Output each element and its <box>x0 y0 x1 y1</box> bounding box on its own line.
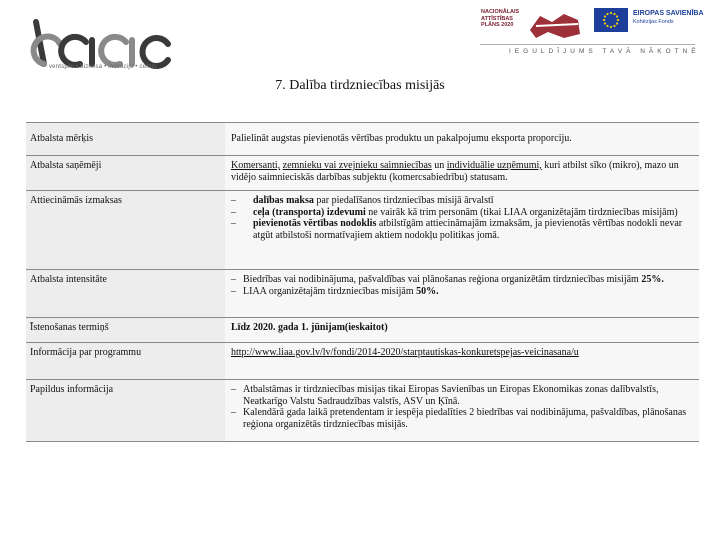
table-row-program-info <box>26 343 699 380</box>
row-label: Attiecināmās izmaksas <box>26 191 225 270</box>
header-divider <box>480 44 695 45</box>
list-item <box>231 207 695 219</box>
eligible-costs-list <box>231 195 695 241</box>
row-value: Palielināt augstas pievienotās vērtības produktu un pakalpojumu eksporta proporciju. <box>225 123 699 156</box>
cost-description: par piedalīšanos tirdzniecības misijā ārvalstī <box>316 195 494 206</box>
row-label: Papildus informācija <box>26 380 225 442</box>
row-label: Atbalsta mērķis <box>26 123 225 156</box>
recipient-term: individuālie uzņēmumi, <box>446 160 542 171</box>
list-item <box>231 274 695 286</box>
list-item <box>231 218 695 241</box>
nap-logo-text: NACIONĀLAIS ATTĪSTĪBAS PLĀNS 2020 <box>481 9 520 29</box>
eu-label-line2: Kohēzijas Fonds <box>633 19 674 25</box>
cost-term: ceļa (transporta) izdevumi <box>253 206 366 218</box>
row-label: Atbalsta saņēmēji <box>26 156 225 191</box>
cost-description: ne vairāk kā trim personām (tikai LIAA organizētajām tirdzniecības misijām) <box>368 206 678 218</box>
recipient-term: zemnieku vai zvejnieku saimniecības <box>282 160 432 171</box>
row-label: Īstenošanas termiņš <box>26 318 225 343</box>
intensity-description: LIAA organizētajām tirdzniecības misijām <box>243 285 414 297</box>
connector-text: un <box>434 160 445 171</box>
list-item <box>231 195 695 207</box>
additional-info-list <box>231 384 695 430</box>
row-value: Līdz 2020. gada 1. jūnijam(ieskaitot) <box>225 318 699 343</box>
list-item <box>231 286 695 298</box>
cost-term: dalības maksa <box>253 195 314 206</box>
logo-tagline: ventspils • biznesa • inovāciju • centrs <box>48 64 157 70</box>
eu-label <box>633 10 704 25</box>
intensity-value: 50%. <box>416 285 439 297</box>
row-value <box>225 191 699 270</box>
row-label: Informācija par programmu <box>26 343 225 380</box>
row-value <box>225 343 699 380</box>
table-row-purpose <box>26 123 699 156</box>
table-row-additional-info <box>26 380 699 442</box>
recipient-description: kuri atbilst sīko (mikro), mazo un vidējo saimnieciskās darbības subjektu (komercsabiedrību) statusam. <box>231 160 679 183</box>
row-label: Atbalsta intensitāte <box>26 270 225 318</box>
table-row-recipients <box>26 156 699 191</box>
eu-flag-icon <box>594 8 628 32</box>
header-motto: IEGULDĪJUMS TAVĀ NĀKOTNĒ <box>509 48 700 55</box>
cost-term: pievienotās vērtības nodoklis <box>253 218 377 229</box>
table-row-intensity <box>26 270 699 318</box>
intensity-description: Biedrības vai nodibinājuma, pašvaldības vai plānošanas reģiona organizētām tirdzniecības misijām <box>243 274 639 285</box>
recipient-term: Komersanti, <box>231 160 281 171</box>
program-info-link[interactable]: http://www.liaa.gov.lv/lv/fondi/2014-2020/starptautiskas-konkuretspejas-veicinasana/u <box>231 347 579 358</box>
list-item: – Atbalstāmas ir tirdzniecības misijas tikai Eiropas Savienības un Eiropas Ekonomikas zonas dalībvalstīs, Neatkarīgo Valstu Sadraudzības valstīs, ASV un Ķīnā. <box>231 384 695 407</box>
eu-label-line1: EIROPAS SAVIENĪBA <box>633 10 704 17</box>
intensity-value: 25%. <box>641 274 664 285</box>
page-title: 7. Dalība tirdzniecības misijās <box>275 78 445 93</box>
row-value <box>225 156 699 191</box>
intensity-list <box>231 274 695 297</box>
list-item: – Kalendārā gada laikā pretendentam ir iespēja piedalīties 2 biedrības vai nodibinājuma, pašvaldības, plānošanas reģiona organizētās tirdzniecības misijās. <box>231 407 695 430</box>
row-value <box>225 380 699 442</box>
program-info-table <box>26 122 699 442</box>
table-row-deadline <box>26 318 699 343</box>
row-value <box>225 270 699 318</box>
table-row-eligible-costs <box>26 191 699 270</box>
cost-description: atbilstīgām attiecināmajām izmaksām, ja pievienotās vērtības nodokli nevar atgūt atbilstoši normatīvajiem aktiem nodokļu politikas jomā. <box>253 218 683 241</box>
